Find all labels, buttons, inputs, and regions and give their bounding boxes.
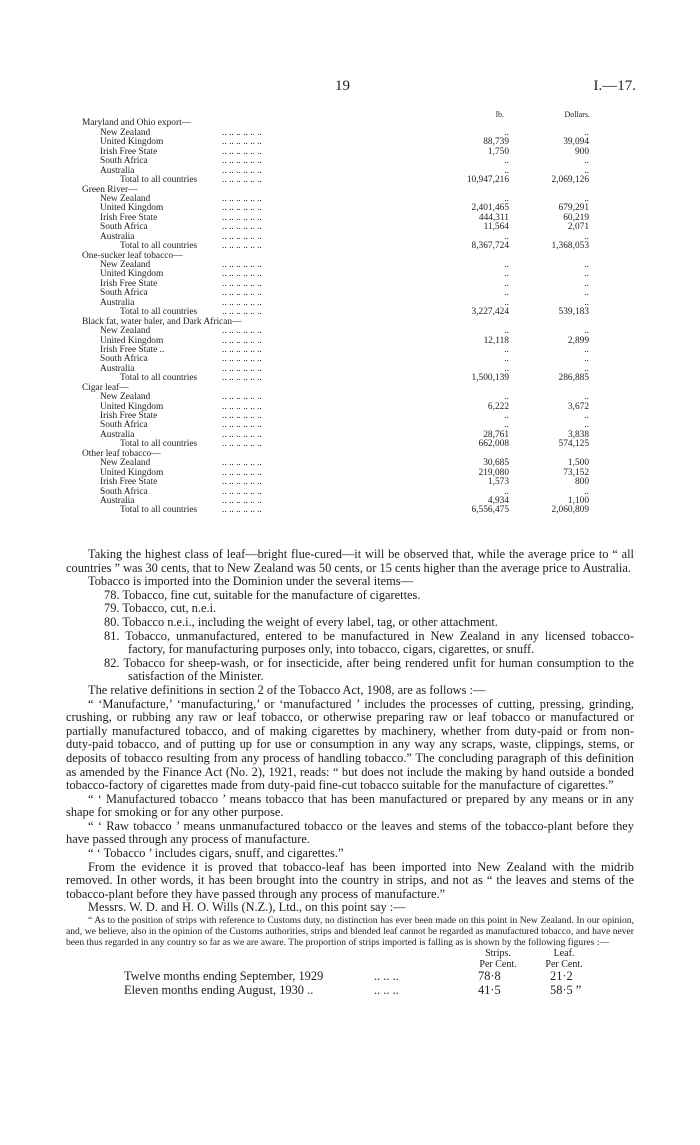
leader-dots: .. .. .. .. .. .. [222,477,262,488]
row-label: Total to all countries [120,439,198,450]
row-label: Total to all countries [120,241,198,252]
leader-dots: .. .. .. .. .. .. [222,420,262,431]
row-value-dollars: .. [584,363,589,374]
figures-row-label: Twelve months ending September, 1929 [124,969,324,984]
table-row [82,355,622,364]
row-value-lb: .. [504,269,509,280]
leader-dots: .. .. .. .. .. .. [222,231,262,242]
leader-dots: .. .. .. .. .. .. [222,307,262,318]
row-value-lb: .. [504,344,509,355]
leader-dots: .. .. .. .. .. .. [222,344,262,355]
row-value-lb: 30,685 [483,458,509,469]
row-value-dollars: 574,125 [558,439,589,450]
row-label: Australia [100,429,135,440]
figures-row-leaf: 21·2 [550,969,573,984]
row-label: South Africa [100,156,148,167]
row-value-dollars: 73,152 [563,467,589,478]
table-row [82,157,622,166]
row-value-lb: 6,556,475 [471,505,509,516]
leader-dots: .. .. .. .. .. .. [222,278,262,289]
row-value-lb: 88,739 [483,137,509,148]
row-value-lb: .. [504,156,509,167]
paragraph: Taking the highest class of leaf—bright flue-cured—it will be observed that, while the average price to “ all countries ” was 30 cents, that to New Zealand was 50 cents, or 15 cents higher than the average price to Australia. [66,547,634,575]
row-label: Irish Free State [100,411,158,421]
row-label: Irish Free State .. [100,344,165,355]
leader-dots: .. .. .. .. .. .. [222,203,262,214]
row-value-lb: 1,573 [487,477,509,488]
row-value-lb: .. [504,288,509,299]
row-label: United Kingdom [100,137,164,148]
table-row [82,214,622,223]
leaf-header-unit: Per Cent. [545,959,583,971]
strips-header [468,948,528,970]
row-value-lb: .. [504,411,509,421]
table-section-heading [82,384,622,393]
row-label: New Zealand [100,127,151,138]
row-label: New Zealand [100,193,151,204]
row-label: Maryland and Ohio export— [82,118,192,129]
row-label: Green River— [82,184,138,195]
table-row [82,469,622,478]
figures-header [66,948,634,970]
table-total-row [82,440,622,449]
leader-dots: .. .. .. .. .. .. [222,212,262,223]
row-label: New Zealand [100,260,151,270]
table-row [82,412,622,421]
table-row [82,478,622,487]
leader-dots: .. .. .. .. .. .. [222,156,262,167]
table-total-row [82,506,622,515]
row-value-lb: .. [504,231,509,242]
row-value-dollars: .. [584,392,589,403]
row-value-dollars: 2,899 [567,335,589,346]
tariff-item: 79. Tobacco, cut, n.e.i. [104,601,217,616]
table-row [82,195,622,204]
row-value-dollars: 2,071 [567,222,589,233]
table-row [82,393,622,402]
row-value-dollars: .. [584,288,589,299]
document-reference: I.—17. [593,78,636,94]
strips-header-label: Strips. [485,948,511,960]
leader-dots: .. .. .. .. .. .. [222,175,262,186]
row-value-dollars: 2,060,809 [551,505,589,516]
column-header-lb: lb. [495,110,504,119]
row-value-lb: 3,227,424 [471,307,509,318]
row-label: Total to all countries [120,175,198,186]
paragraph: From the evidence it is proved that tobacco-leaf has been imported into New Zealand with the midrib removed. In other words, it has been brought into the country in strips, and not as “ the leaves and stems of the tobacco-plant before they have passed through any process of manufacture.” [66,859,634,901]
row-value-lb: 28,761 [483,429,509,440]
row-label: United Kingdom [100,335,164,346]
row-label: Australia [100,363,135,374]
row-value-lb: 444,311 [478,212,509,223]
tariff-item: 81. Tobacco, unmanufactured, entered to be manufactured in New Zealand in any licensed tobacco-factory, for manufacturing purposes only, into tobacco, cigars, cigarettes, or snuff. [104,628,634,657]
definition-paragraph: “ ‘Manufacture,’ ‘manufacturing,’ or ‘manufactured ’ includes the processes of cutting, pressing, grinding, crushing, or rubbing any raw or leaf tobacco, or otherwise preparing raw or leaf tobacco or manufactured or partially manufactured tobacco, and of making cigarettes by machinery, whether from duty-paid or from non-duty-paid tobacco, and of putting up for use or consumption in any way any scraps, waste, clippings, stems, or deposits of tobacco resulting from any process of handling tobacco.” The concluding paragraph of this definition as amended by the Finance Act (No. 2), 1921, reads: “ but does not include the making by hand outside a bonded tobacco-factory of cigarettes made from duty-paid fine-cut tobacco suitable for the manufacture of cigarettes.” [66,696,634,793]
row-label: Other leaf tobacco— [82,448,161,459]
row-value-lb: 11,564 [483,222,509,233]
paragraph: Messrs. W. D. and H. O. Wills (N.Z.), Ltd., on this point say :— [88,900,406,915]
leader-dots: .. .. .. .. .. .. [222,458,262,469]
definition-paragraph: “ ‘ Manufactured tobacco ’ means tobacco that has been manufactured or prepared by any means or in any shape for smoking or for any other purpose. [66,791,634,820]
row-label: Irish Free State [100,212,158,223]
leader-dots: .. .. .. .. .. .. [222,165,262,176]
page-number: 19 [335,78,350,94]
row-value-dollars: 3,838 [567,429,589,440]
row-label: Australia [100,495,135,506]
row-value-dollars: .. [584,269,589,280]
leaf-header [534,948,594,970]
row-value-dollars: .. [584,486,589,497]
row-label: New Zealand [100,458,151,469]
leader-dots: .. .. .. .. .. .. [222,260,262,270]
leader-dots: .. .. .. .. .. .. [222,137,262,148]
table-row [82,261,622,270]
table-total-row [82,176,622,185]
row-label: South Africa [100,288,148,299]
table-row [82,488,622,497]
leader-dots: .. .. .. .. .. .. [222,241,262,252]
leader-dots: .. .. .. .. .. .. [222,288,262,299]
row-value-dollars: .. [584,260,589,270]
leader-dots: .. .. .. .. .. .. [222,335,262,346]
row-value-lb: 8,367,724 [471,241,509,252]
leader-dots: .. .. .. .. .. .. [222,392,262,403]
page-header [0,78,700,98]
strips-header-unit: Per Cent. [479,959,517,971]
body-text [66,548,634,997]
row-label: New Zealand [100,326,151,337]
tariff-item: 78. Tobacco, fine cut, suitable for the manufacture of cigarettes. [104,587,421,602]
row-value-lb: .. [504,392,509,403]
table-row [82,223,622,232]
tobacco-export-table [82,110,622,516]
row-label: Cigar leaf— [82,382,129,393]
row-label: South Africa [100,354,148,365]
row-value-dollars: 3,672 [567,401,589,412]
row-value-dollars: 60,219 [563,212,589,223]
leader-dots: .. .. .. .. .. .. [222,354,262,365]
figures-row [66,984,634,998]
row-value-lb: 1,500,139 [471,373,509,384]
row-value-lb: .. [504,363,509,374]
row-label: United Kingdom [100,467,164,478]
row-label: Australia [100,231,135,242]
row-value-lb: .. [504,420,509,431]
leader-dots: .. .. .. .. .. .. [222,439,262,450]
row-value-lb: .. [504,486,509,497]
leader-dots: .. .. .. .. .. .. [222,486,262,497]
row-label: United Kingdom [100,269,164,280]
table-row [82,129,622,138]
row-value-lb: .. [504,297,509,308]
definition-paragraph: “ ‘ Raw tobacco ’ means unmanufactured tobacco or the leaves and stems of the tobacco-plant before they have passed through any process of manufacture. [66,818,634,847]
row-label: South Africa [100,222,148,233]
row-value-lb: 2,401,465 [471,203,509,214]
row-value-lb: .. [504,193,509,204]
table-row [82,289,622,298]
row-label: South Africa [100,486,148,497]
row-value-lb: 12,118 [483,335,509,346]
row-label: Total to all countries [120,307,198,318]
row-value-lb: 6,222 [487,401,509,412]
row-value-dollars: 2,069,126 [551,175,589,186]
row-value-dollars: 1,500 [567,458,589,469]
leader-dots: .. .. .. .. .. .. [222,193,262,204]
row-value-dollars: .. [584,420,589,431]
table-section-heading [82,318,622,327]
row-value-dollars: 286,885 [558,373,589,384]
figures-row-leaf: 58·5 ” [550,982,582,997]
row-value-lb: .. [504,260,509,270]
row-value-dollars: .. [584,278,589,289]
row-value-lb: 1,750 [487,146,509,157]
figures-row [66,970,634,984]
row-value-dollars: .. [584,231,589,242]
row-label: One-sucker leaf tobacco— [82,250,183,261]
row-label: Black fat, water baler, and Dark African— [82,316,242,327]
row-label: United Kingdom [100,401,164,412]
leader-dots: .. .. .. .. .. .. [222,297,262,308]
table-section-heading [82,252,622,261]
row-label: Total to all countries [120,505,198,516]
leader-dots: .. .. .. .. .. .. [222,146,262,157]
row-label: South Africa [100,420,148,431]
row-value-dollars: .. [584,297,589,308]
leader-dots: .. .. .. .. .. .. [222,495,262,506]
leader-dots: .. .. .. .. .. .. [222,326,262,337]
table-row [82,148,622,157]
leader-dots: .. .. .. .. .. .. [222,505,262,516]
row-value-lb: .. [504,127,509,138]
row-value-dollars: .. [584,326,589,337]
table-row [82,204,622,213]
row-value-lb: 662,008 [478,439,509,450]
figures-row-dots: .. .. .. [374,969,399,984]
paragraph: The relative definitions in section 2 of the Tobacco Act, 1908, are as follows :— [88,682,486,697]
row-label: Irish Free State [100,278,158,289]
quoted-statement: “ As to the position of strips with reference to Customs duty, no distinction has ever been made on this point in New Zealand. In our opinion, and, we believe, also in the opinion of the Customs authorities, strips and blended leaf cannot be regarded as manufactured tobacco, and have never been thus regarded in any country so far as we are aware. The proportion of strips imported is falling as is shown by the following figures :— [66,915,634,949]
row-value-lb: .. [504,354,509,365]
table-row [82,327,622,336]
row-value-dollars: .. [584,411,589,421]
row-label: Australia [100,165,135,176]
table-row [82,280,622,289]
leader-dots: .. .. .. .. .. .. [222,401,262,412]
row-value-dollars: 39,094 [563,137,589,148]
row-value-dollars: .. [584,127,589,138]
row-value-dollars: .. [584,193,589,204]
row-value-lb: 10,947,216 [466,175,509,186]
row-value-lb: .. [504,165,509,176]
leader-dots: .. .. .. .. .. .. [222,127,262,138]
table-row [82,138,622,147]
row-label: Irish Free State [100,477,158,488]
leader-dots: .. .. .. .. .. .. [222,411,262,421]
row-value-dollars: 1,100 [567,495,589,506]
leader-dots: .. .. .. .. .. .. [222,373,262,384]
row-value-dollars: .. [584,156,589,167]
row-label: New Zealand [100,392,151,403]
row-label: United Kingdom [100,203,164,214]
leader-dots: .. .. .. .. .. .. [222,269,262,280]
leader-dots: .. .. .. .. .. .. [222,429,262,440]
table-total-row [82,374,622,383]
definition-paragraph: “ ‘ Tobacco ’ includes cigars, snuff, and cigarettes.” [88,846,344,861]
figures-row-label: Eleven months ending August, 1930 .. [124,982,314,997]
table-section-heading [82,186,622,195]
table-body [82,119,622,515]
figures-row-strips: 41·5 [478,982,501,997]
leader-dots: .. .. .. .. .. .. [222,222,262,233]
column-header-dollars: Dollars. [564,110,590,119]
paragraph: Tobacco is imported into the Dominion under the several items— [88,574,413,589]
row-value-lb: .. [504,326,509,337]
table-row [82,421,622,430]
figures-row-strips: 78·8 [478,969,501,984]
leader-dots: .. .. .. .. .. .. [222,467,262,478]
row-label: Australia [100,297,135,308]
row-label: Total to all countries [120,373,198,384]
row-value-dollars: 1,368,053 [551,241,589,252]
leaf-header-label: Leaf. [553,948,575,960]
row-value-lb: 4,934 [487,495,509,506]
leader-dots: .. .. .. .. .. .. [222,363,262,374]
table-section-heading [82,119,622,128]
row-label: Irish Free State [100,146,158,157]
row-value-lb: .. [504,278,509,289]
figures-row-dots: .. .. .. [374,982,399,997]
row-value-dollars: 679,291 [558,203,589,214]
row-value-dollars: .. [584,354,589,365]
row-value-dollars: 539,183 [558,307,589,318]
row-value-dollars: .. [584,344,589,355]
tariff-item: 82. Tobacco for sheep-wash, or for insecticide, after being rendered unfit for human consumption to the satisfaction of the Minister. [104,655,634,684]
table-row [82,270,622,279]
row-value-dollars: 900 [574,146,589,157]
row-value-dollars: .. [584,165,589,176]
table-row [82,346,622,355]
table-row [82,459,622,468]
table-section-heading [82,450,622,459]
row-value-lb: 219,080 [478,467,509,478]
tariff-item: 80. Tobacco n.e.i., including the weight of every label, tag, or other attachment. [104,614,498,629]
table-row [82,403,622,412]
row-value-dollars: 800 [574,477,589,488]
